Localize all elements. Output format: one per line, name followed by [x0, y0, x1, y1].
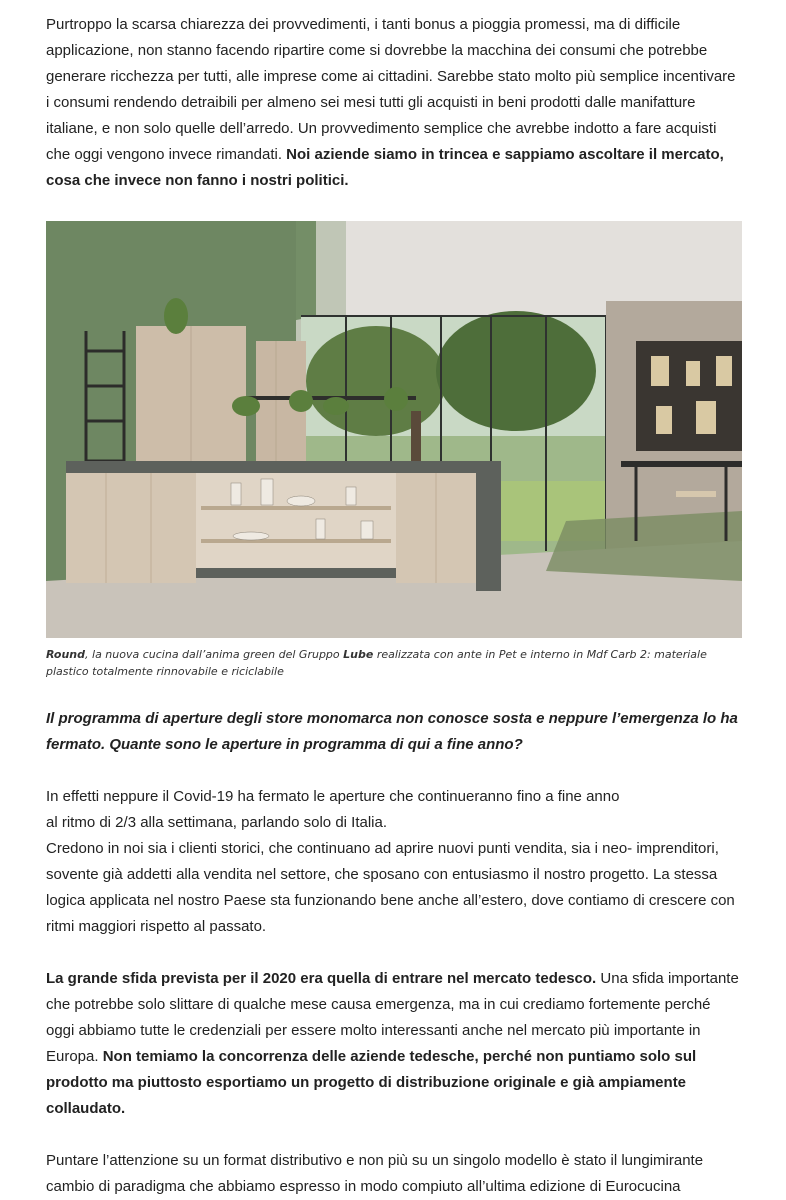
- kitchen-photo: [46, 221, 742, 638]
- intro-bold-statement: Noi aziende siamo in trincea e sappiamo ascoltare il mercato, cosa che invece non fanno i nostri politici.: [46, 146, 724, 189]
- caption-model-name: Round: [46, 648, 86, 661]
- caption-brand-name: Lube: [343, 648, 374, 661]
- article-figure: [46, 221, 742, 680]
- paragraph-intro: Purtroppo la scarsa chiarezza dei provvedimenti, i tanti bonus a pioggia promessi, ma di difficile applicazione, non stanno facendo ripartire come si dovrebbe la macchina dei consumi che potrebbe generare ricchezza per tutti, alle imprese come ai cittadini. Sarebbe stato molto più semplice incentivare i consumi rendendo detraibili per almeno sei mesi tutti gli acquisti in beni prodotti dalle manifatture italiane, e non solo quelle dell’arredo. Un provvedimento semplice che avrebbe indotto a fare acquisti che oggi vengono invece rimandati. Noi aziende siamo in trincea e sappiamo ascoltare il mercato, cosa che invece non fanno i nostri politici.: [46, 16, 736, 189]
- paragraph-openings: In effetti neppure il Covid-19 ha fermato le aperture che continueranno fino a fine anno al ritmo di 2/3 alla settimana, parlando solo di Italia. Credono in noi sia i clienti storici, che continuano ad aprire nuovi punti vendita, sia i neo- imprenditori, sovente già addetti alla vendita nel settore, che sposano con entusiasmo il nostro progetto. La stessa logica applicata nel nostro Paese sta funzionando bene anche all’estero, dove contiamo di crescere con ritmi maggiori rispetto al passato.: [46, 788, 735, 935]
- paragraph-germany: La grande sfida prevista per il 2020 era quella di entrare nel mercato tedesco. Una sfida importante che potrebbe solo slittare di qualche mese causa emergenza, ma in cui crediamo fortemente perché oggi abbiamo tutte le credenziali per essere molto interessanti anche nel mercato più importante in Europa. Non temiamo la concorrenza delle aziende tedesche, perché non puntiamo solo sul prodotto ma piuttosto esportiamo un progetto di distribuzione originale e già ampiamente collaudato.: [46, 970, 739, 1117]
- germany-bold-statement: Non temiamo la concorrenza delle aziende tedesche, perché non puntiamo solo sul prodotto ma piuttosto esportiamo un progetto di distribuzione originale e già ampiamente collaudato.: [46, 1048, 697, 1117]
- article-body: [46, 12, 742, 1200]
- figure-caption: Round, la nuova cucina dall’anima green del Gruppo Lube realizzata con ante in Pet e interno in Mdf Carb 2: materiale plastico totalmente rinnovabile e riciclabile: [46, 648, 707, 678]
- germany-bold-intro: La grande sfida prevista per il 2020 era quella di entrare nel mercato tedesco.: [46, 970, 597, 987]
- interview-question: Il programma di aperture degli store monomarca non conosce sosta e neppure l’emergenza lo ha fermato. Quante sono le aperture in programma di qui a fine anno?: [46, 710, 738, 753]
- paragraph-format: Puntare l’attenzione su un format distributivo e non più su un singolo modello è stato il lungimirante cambio di paradigma che abbiamo espresso in modo compiuto all’ultima edizione di Eurocucina: [46, 1152, 704, 1195]
